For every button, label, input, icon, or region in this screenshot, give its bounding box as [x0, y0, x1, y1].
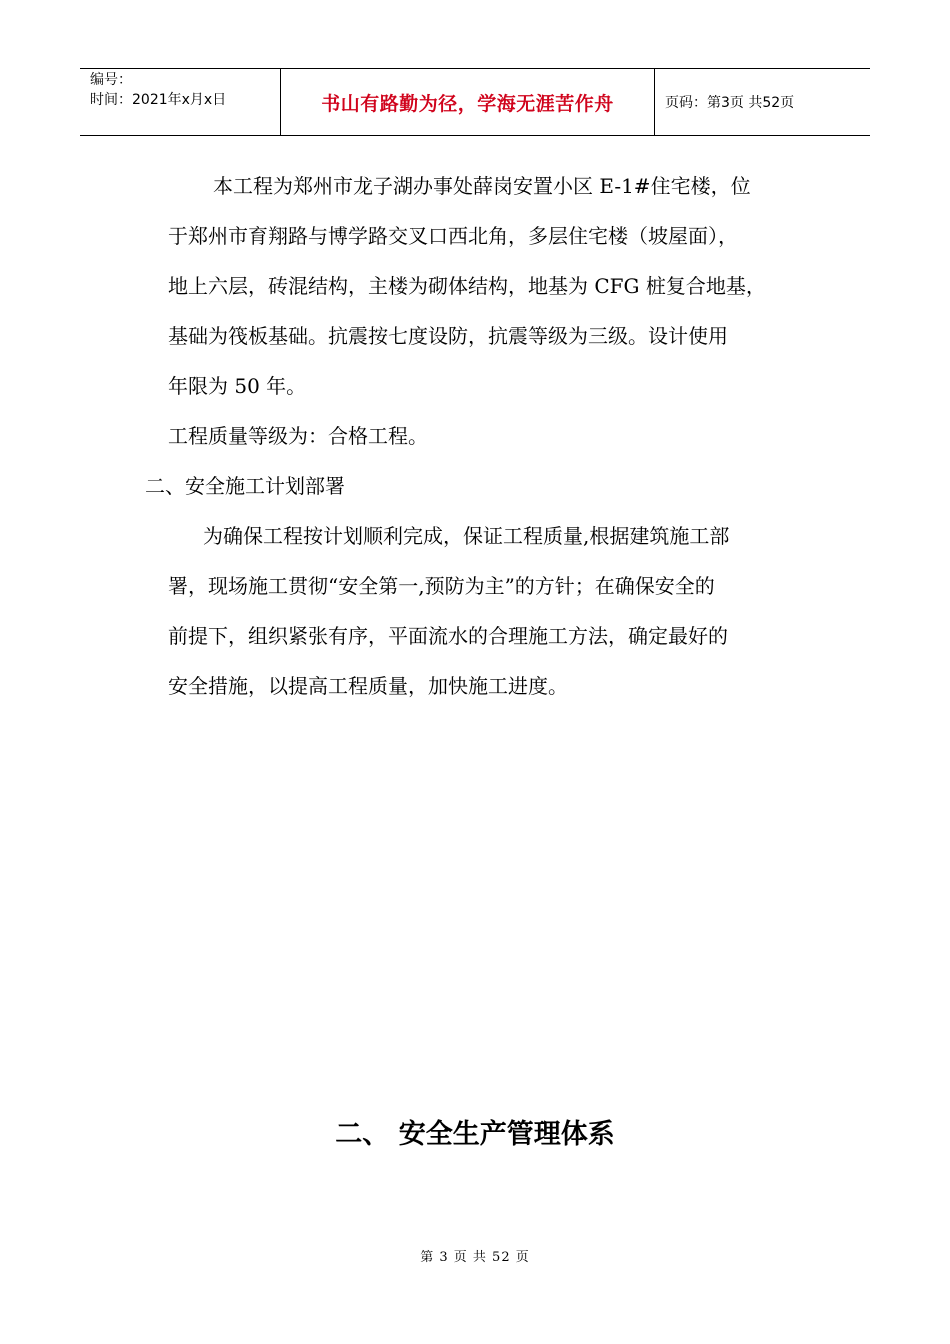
paragraph-1-line-4: 基础为筏板基础。抗震按七度设防，抗震等级为三级。设计使用 [168, 324, 728, 348]
paragraph-1-line-3: 地上六层，砖混结构，主楼为砌体结构，地基为 CFG 桩复合地基， [168, 274, 766, 298]
page-header [80, 68, 870, 136]
paragraph-2-line-3: 前提下，组织紧张有序，平面流水的合理施工方法，确定最好的 [168, 624, 728, 648]
quality-level-line: 工程质量等级为：合格工程。 [168, 424, 428, 448]
section-2-heading: 二、安全施工计划部署 [145, 474, 345, 498]
header-motto: 书山有路勤为径，学海无涯苦作舟 [321, 92, 614, 115]
paragraph-2-line-1: 为确保工程按计划顺利完成，保证工程质量,根据建筑施工部 [203, 524, 730, 548]
header-page-info: 页码：第3页 共52页 [665, 95, 795, 111]
header-page-cell [655, 69, 870, 135]
paragraph-1-line-5: 年限为 50 年。 [168, 374, 307, 398]
page-footer: 第 3 页 共 52 页 [420, 1250, 530, 1265]
paragraph-1-line-1: 本工程为郑州市龙子湖办事处薛岗安置小区 E-1#住宅楼，位 [213, 174, 751, 198]
paragraph-2-line-2: 署，现场施工贯彻“安全第一,预防为主”的方针；在确保安全的 [168, 574, 715, 598]
header-motto-cell [281, 69, 655, 135]
document-time-label: 时间：2021年x月x日 [90, 92, 227, 108]
header-meta-cell [80, 69, 281, 135]
chapter-heading: 二、 安全生产管理体系 [335, 1119, 615, 1150]
paragraph-2-line-4: 安全措施，以提高工程质量，加快施工进度。 [168, 674, 568, 698]
document-number-label: 编号： [90, 72, 132, 88]
paragraph-1-line-2: 于郑州市育翔路与博学路交叉口西北角，多层住宅楼（坡屋面）， [168, 224, 738, 248]
